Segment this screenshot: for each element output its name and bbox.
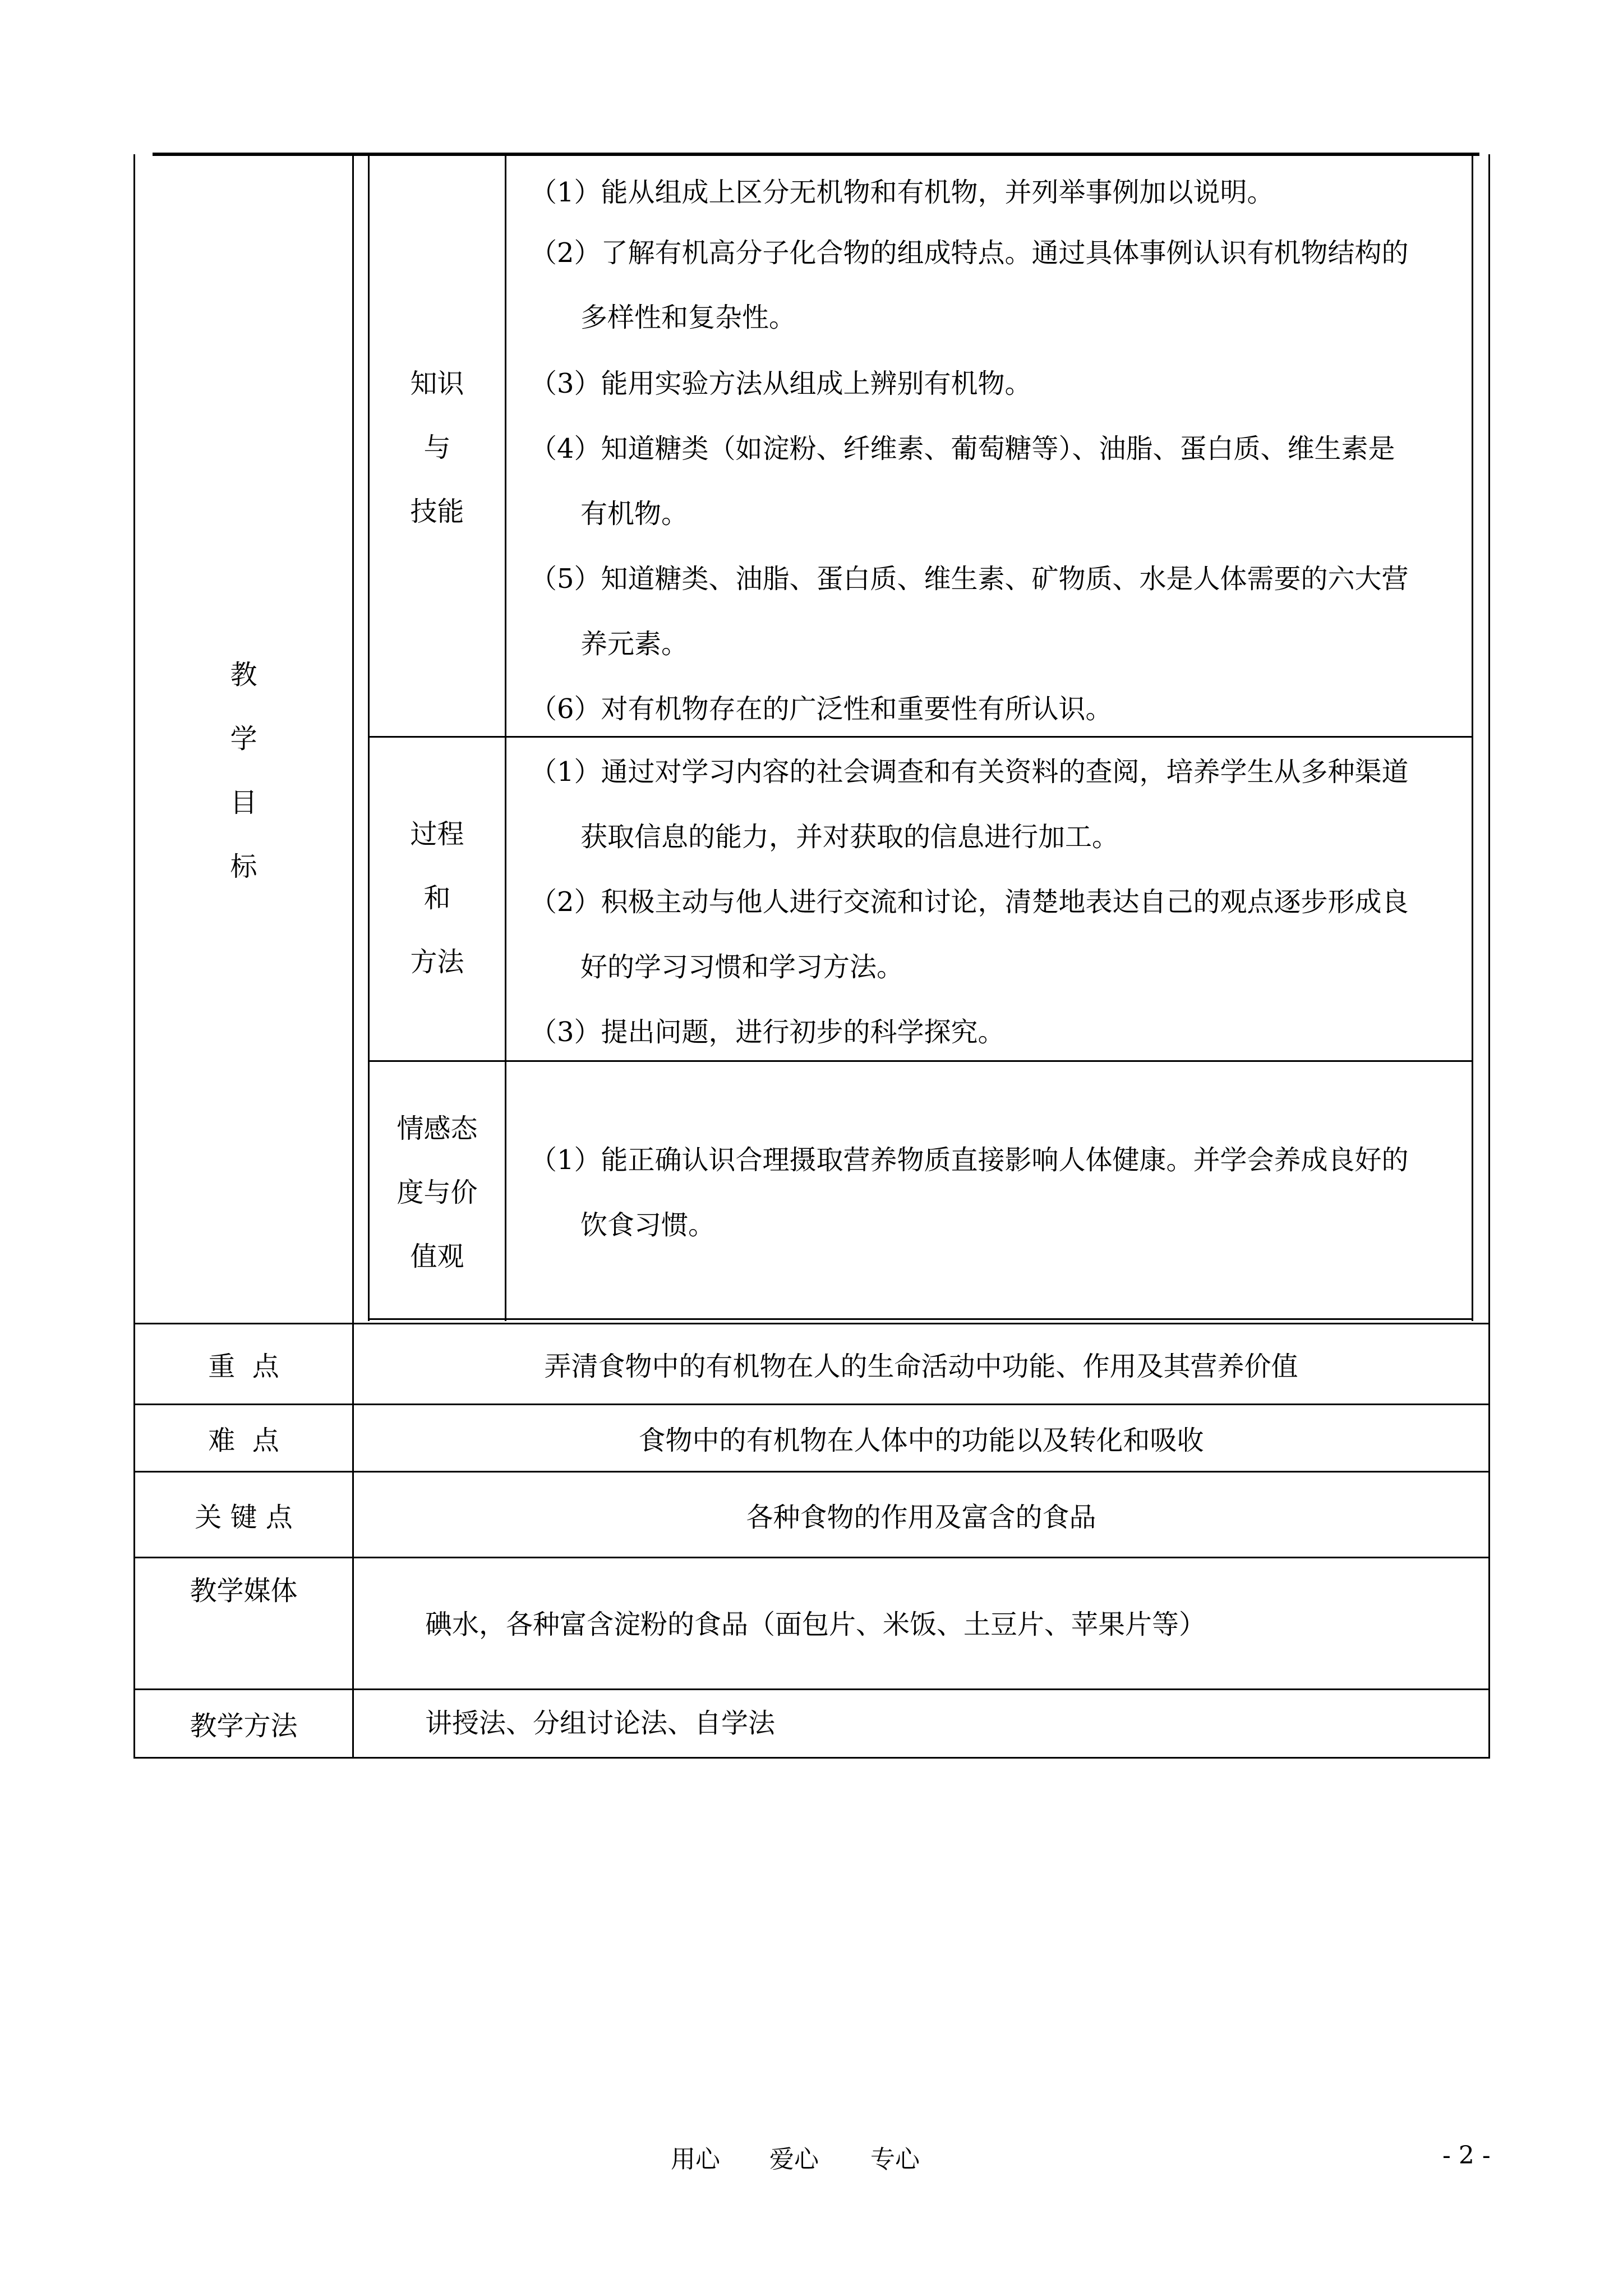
attitude-item-1-cont: 饮食习惯。: [580, 1209, 716, 1241]
knowledge-label: 知识 与 技能: [410, 368, 464, 527]
footer-slogan-3: 专心: [870, 2145, 920, 2174]
attitude-item-1: （1）能正确认识合理摄取营养物质直接影响人体健康。并学会养成良好的: [530, 1144, 1409, 1176]
inner-divider-1: [368, 736, 1473, 738]
process-item-1-cont: 获取信息的能力，并对获取的信息进行加工。: [580, 821, 1119, 853]
objectives-label: 教 学 目 标: [230, 659, 257, 882]
knowledge-item-4-cont: 有机物。: [580, 498, 689, 530]
knowledge-item-2-cont: 多样性和复杂性。: [580, 302, 796, 333]
knowledge-item-5: （5）知道糖类、油脂、蛋白质、维生素、矿物质、水是人体需要的六大营: [530, 563, 1409, 595]
media-label: 教学媒体: [190, 1575, 298, 1607]
knowledge-item-5-cont: 养元素。: [580, 628, 689, 660]
knowledge-item-4: （4）知道糖类（如淀粉、纤维素、葡萄糖等）、油脂、蛋白质、维生素是: [530, 433, 1395, 464]
process-label: 过程 和 方法: [410, 818, 464, 978]
difficulty-value: 食物中的有机物在人体中的功能以及转化和吸收: [638, 1425, 1204, 1456]
process-item-2: （2）积极主动与他人进行交流和讨论，清楚地表达自己的观点逐步形成良: [530, 886, 1409, 918]
crux-value: 各种食物的作用及富含的食品: [746, 1501, 1096, 1533]
row-divider-4: [133, 1557, 1490, 1558]
media-value: 碘水，各种富含淀粉的食品（面包片、米饭、土豆片、苹果片等）: [425, 1609, 1206, 1640]
footer-slogan-2: 爱心: [769, 2145, 819, 2174]
footer-slogan-1: 用心: [671, 2145, 720, 2174]
key-point-label: 重 点: [208, 1351, 279, 1382]
knowledge-item-3: （3）能用实验方法从组成上辨别有机物。: [530, 368, 1032, 399]
inner-box-bottom: [368, 1318, 1473, 1320]
attitude-label: 情感态 度与价 值观: [396, 1113, 478, 1272]
process-item-3: （3）提出问题，进行初步的科学探究。: [530, 1016, 1005, 1048]
method-label: 教学方法: [190, 1710, 298, 1742]
method-value: 讲授法、分组讨论法、自学法: [425, 1708, 776, 1739]
process-item-2-cont: 好的学习习惯和学习方法。: [580, 951, 904, 983]
table-top-border: [153, 153, 1479, 156]
difficulty-label: 难 点: [208, 1425, 279, 1456]
knowledge-item-1: （1）能从组成上区分无机物和有机物，并列举事例加以说明。: [530, 177, 1274, 208]
table-right-border: [1488, 154, 1490, 1759]
table-bottom-border: [133, 1757, 1490, 1759]
crux-label: 关 键 点: [195, 1501, 293, 1533]
inner-box-right: [1472, 154, 1473, 1321]
page-number: - 2 -: [1442, 2141, 1491, 2170]
key-point-value: 弄清食物中的有机物在人的生命活动中功能、作用及其营养价值: [544, 1351, 1298, 1382]
inner-box-mid: [505, 154, 506, 1321]
knowledge-item-6: （6）对有机物存在的广泛性和重要性有所认识。: [530, 693, 1113, 725]
knowledge-item-2: （2）了解有机高分子化合物的组成特点。通过具体事例认识有机物结构的: [530, 237, 1409, 269]
process-item-1: （1）通过对学习内容的社会调查和有关资料的查阅，培养学生从多种渠道: [530, 756, 1409, 788]
inner-divider-2: [368, 1060, 1473, 1062]
